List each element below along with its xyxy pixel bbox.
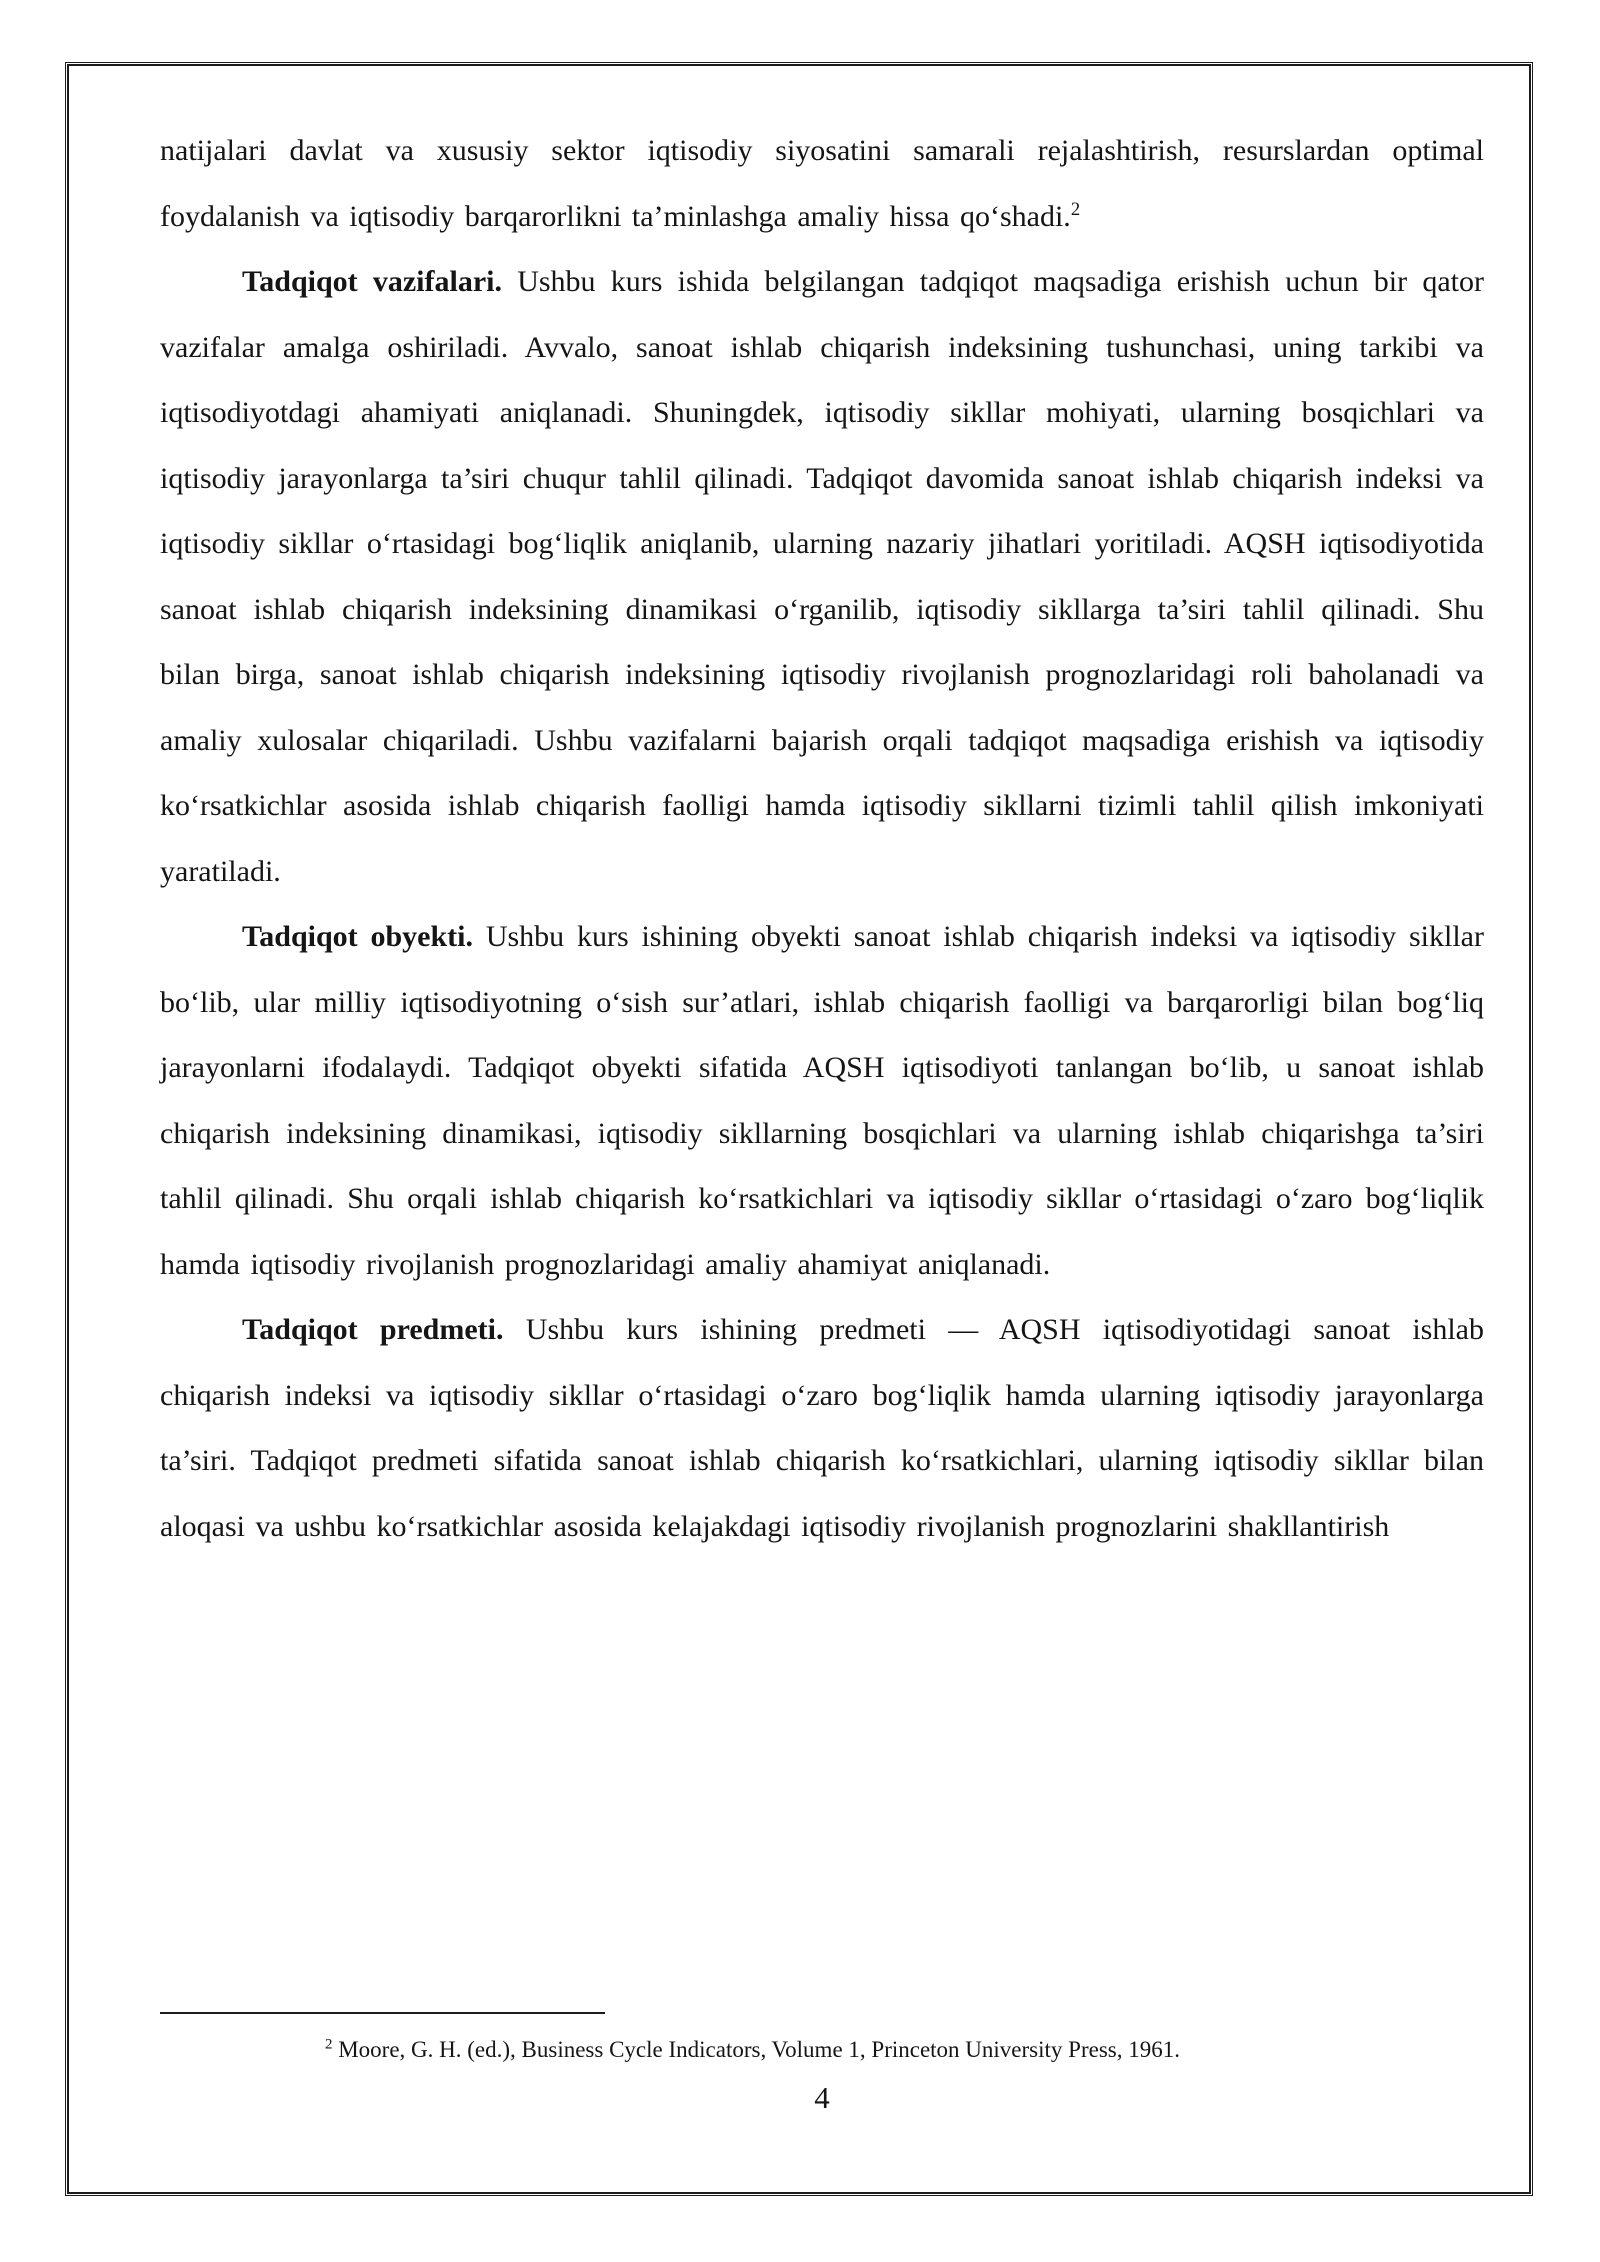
paragraph-text: natijalari davlat va xususiy sektor iqtisodiy siyosatini samarali rejalashtirish, resurslardan optimal foydalanish va iqtisodiy barqarorlikni ta’minlashga amaliy hissa qo‘shadi. bbox=[160, 134, 1484, 233]
paragraph-text: Ushbu kurs ishining predmeti — AQSH iqtisodiyotidagi sanoat ishlab chiqarish indeksi va iqtisodiy sikllar o‘rtasidagi o‘zaro bog‘liqlik hamda ularning iqtisodiy jarayonlarga ta’siri. Tadqiqot predmeti sifatida sanoat ishlab chiqarish ko‘rsatkichlari, ularning iqtisodiy sikllar bilan aloqasi va ushbu ko‘rsatkichlar asosida kelajakdagi iqtisodiy rivojlanish prognozlarini shakllantirish bbox=[160, 1313, 1484, 1543]
footnote bbox=[160, 2036, 1484, 2064]
footnote-text: Moore, G. H. (ed.), Business Cycle Indicators, Volume 1, Princeton University Press, 1961. bbox=[338, 2037, 1180, 2062]
paragraph-text: Ushbu kurs ishining obyekti sanoat ishlab chiqarish indeksi va iqtisodiy sikllar bo‘lib, ular milliy iqtisodiyotning o‘sish sur’atlari, ishlab chiqarish faolligi va barqarorligi bilan bog‘liq jarayonlarni ifodalaydi. Tadqiqot obyekti sifatida AQSH iqtisodiyoti tanlangan bo‘lib, u sanoat ishlab chiqarish indeksining dinamikasi, iqtisodiy sikllarning bosqichlari va ularning ishlab chiqarishga ta’siri tahlil qilinadi. Shu orqali ishlab chiqarish ko‘rsatkichlari va iqtisodiy sikllar o‘rtasidagi o‘zaro bog‘liqlik hamda iqtisodiy rivojlanish prognozlaridagi amaliy ahamiyat aniqlanadi. bbox=[160, 920, 1484, 1281]
footnote-area bbox=[160, 2012, 1484, 2064]
page-number: 4 bbox=[814, 2080, 830, 2115]
paragraph bbox=[160, 904, 1484, 1297]
footnote-reference: 2 bbox=[1070, 198, 1081, 220]
paragraph bbox=[160, 1297, 1484, 1559]
body-text bbox=[160, 118, 1484, 1559]
run-in-heading: Tadqiqot obyekti. bbox=[242, 920, 473, 953]
paragraph bbox=[160, 118, 1484, 249]
paragraph-text: Ushbu kurs ishida belgilangan tadqiqot maqsadiga erishish uchun bir qator vazifalar amalga oshiriladi. Avvalo, sanoat ishlab chiqarish indeksining tushunchasi, uning tarkibi va iqtisodiyotdagi ahamiyati aniqlanadi. Shuningdek, iqtisodiy sikllar mohiyati, ularning bosqichlari va iqtisodiy jarayonlarga ta’siri chuqur tahlil qilinadi. Tadqiqot davomida sanoat ishlab chiqarish indeksi va iqtisodiy sikllar o‘rtasidagi bog‘liqlik aniqlanib, ularning nazariy jihatlari yoritiladi. AQSH iqtisodiyotida sanoat ishlab chiqarish indeksining dinamikasi o‘rganilib, iqtisodiy sikllarga ta’siri tahlil qilinadi. Shu bilan birga, sanoat ishlab chiqarish indeksining iqtisodiy rivojlanish prognozlaridagi roli baholanadi va amaliy xulosalar chiqariladi. Ushbu vazifalarni bajarish orqali tadqiqot maqsadiga erishish va iqtisodiy ko‘rsatkichlar asosida ishlab chiqarish faolligi hamda iqtisodiy sikllarni tizimli tahlil qilish imkoniyati yaratiladi. bbox=[160, 265, 1484, 888]
footnote-marker: 2 bbox=[325, 2036, 333, 2053]
paragraph bbox=[160, 249, 1484, 904]
run-in-heading: Tadqiqot vazifalari. bbox=[242, 265, 502, 298]
footnote-separator bbox=[160, 2012, 605, 2014]
run-in-heading: Tadqiqot predmeti. bbox=[242, 1313, 504, 1346]
